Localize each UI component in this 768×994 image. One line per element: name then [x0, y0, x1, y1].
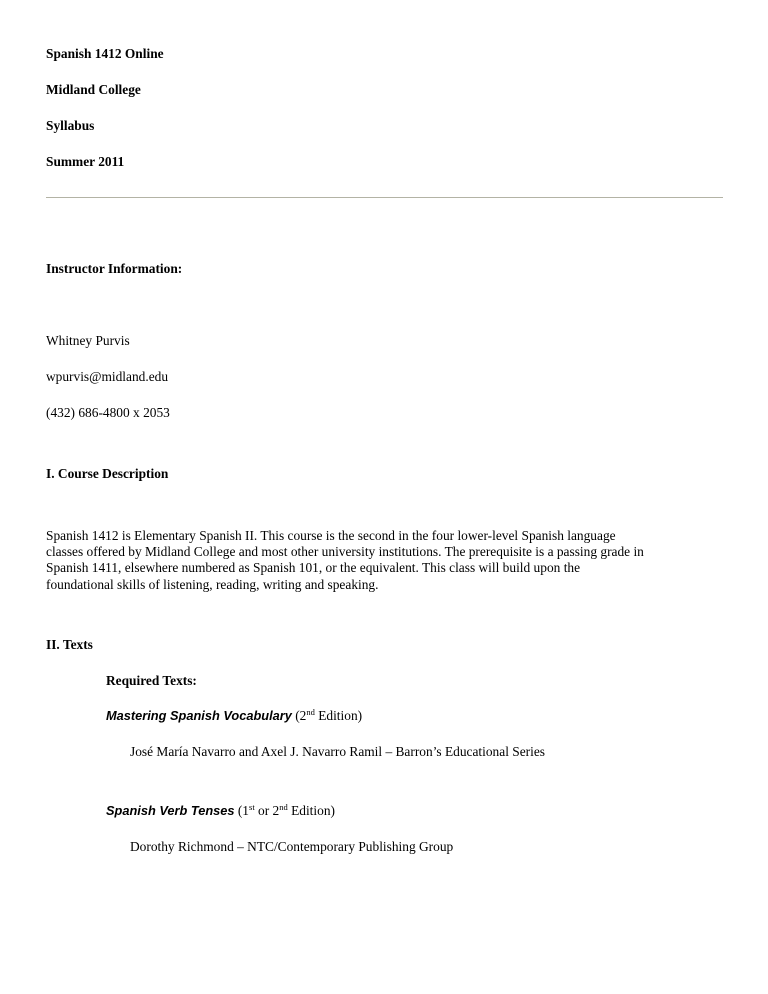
- horizontal-divider: [46, 197, 723, 198]
- book-edition: Edition): [287, 803, 335, 818]
- book-edition: (1: [234, 803, 250, 818]
- texts-heading: II. Texts: [46, 637, 93, 652]
- instructor-phone: (432) 686-4800 x 2053: [46, 405, 170, 420]
- description-line: Spanish 1411, elsewhere numbered as Spanish 101, or the equivalent. This class will build upon the: [46, 560, 581, 576]
- book-title: Spanish Verb Tenses: [106, 803, 235, 818]
- book-edition: Edition): [314, 708, 363, 723]
- course-description-heading: I. Course Description: [46, 466, 169, 481]
- college-name: Midland College: [46, 82, 141, 97]
- description-line: foundational skills of listening, reading, writing and speaking.: [46, 576, 379, 592]
- description-line: classes offered by Midland College and most other university institutions. The prerequisite is a passing grade in: [46, 544, 644, 560]
- course-title: Spanish 1412 Online: [46, 46, 164, 61]
- book-edition: (2: [291, 708, 307, 723]
- book-title-line: [106, 708, 362, 724]
- instructor-heading: Instructor Information:: [46, 261, 183, 276]
- book-authors: Dorothy Richmond – NTC/Contemporary Publishing Group: [130, 839, 454, 854]
- course-description-text: [46, 528, 736, 593]
- edition-superscript: nd: [279, 802, 288, 812]
- required-texts-heading: Required Texts:: [106, 673, 197, 688]
- book-edition: or 2: [254, 803, 280, 818]
- description-line: Spanish 1412 is Elementary Spanish II. This course is the second in the four lower-level Spanish language: [46, 528, 616, 543]
- edition-superscript: nd: [306, 707, 315, 717]
- instructor-email[interactable]: wpurvis@midland.edu: [46, 369, 169, 384]
- book-authors: José María Navarro and Axel J. Navarro Ramil – Barron’s Educational Series: [130, 744, 545, 759]
- book-title-line: [106, 803, 335, 819]
- book-title: Mastering Spanish Vocabulary: [106, 708, 292, 723]
- term: Summer 2011: [46, 154, 125, 169]
- document-type: Syllabus: [46, 118, 95, 133]
- instructor-name: Whitney Purvis: [46, 333, 130, 348]
- edition-superscript: st: [249, 802, 255, 812]
